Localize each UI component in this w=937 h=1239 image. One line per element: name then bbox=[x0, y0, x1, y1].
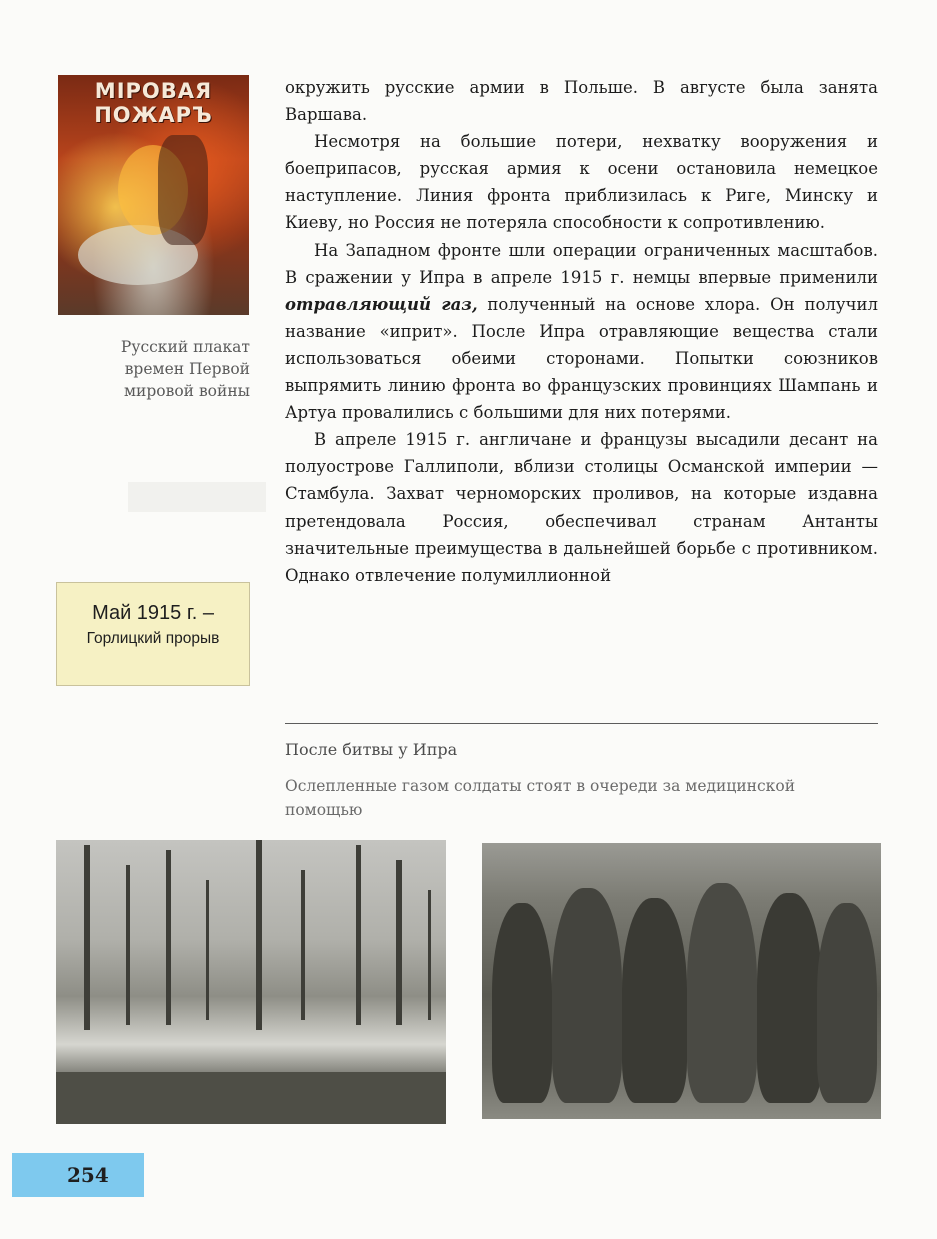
figure-description: Ослепленные газом солдаты стоят в очереди за медицинской помощью bbox=[285, 777, 796, 819]
paragraph: окружить русские армии в Польше. В августе была занята Варшава. bbox=[285, 78, 878, 125]
soldier-figure bbox=[622, 898, 687, 1103]
tree-trunk bbox=[206, 880, 209, 1020]
poster-caption-line: мировой войны bbox=[123, 382, 250, 400]
tree-trunk bbox=[428, 890, 431, 1020]
tree-trunk bbox=[256, 840, 262, 1030]
date-box-event: Горлицкий прорыв bbox=[86, 630, 220, 647]
soldier-figure bbox=[492, 903, 552, 1103]
text-run: На Западном фронте шли операции ограниченных масштабов. В сражении у Ипра в апреле 1915 г. немцы впервые применили bbox=[285, 240, 878, 287]
main-text bbox=[285, 74, 878, 589]
divider bbox=[285, 723, 878, 724]
soldier-figure bbox=[552, 888, 622, 1103]
soldiers-photo bbox=[482, 843, 881, 1119]
tree-trunk bbox=[396, 860, 402, 1025]
key-term: отравляющий газ, bbox=[285, 294, 478, 314]
tree-trunk bbox=[301, 870, 305, 1020]
soldier-figure bbox=[817, 903, 877, 1103]
paragraph: В апреле 1915 г. англичане и французы высадили десант на полуострове Галлиполи, вблизи столицы Османской империи — Стамбула. Захват черноморских проливов, на которые издавна претендовала Россия, обеспечивал странам Антанты значительные преимущества в дальнейшей борьбе с противником. Однако отвлечение полумиллионной bbox=[285, 430, 878, 585]
soldier-figure bbox=[687, 883, 757, 1103]
tree-trunk bbox=[356, 845, 361, 1025]
paragraph: Несмотря на большие потери, нехватку вооружения и боеприпасов, русская армия к осени остановила немецкое наступление. Линия фронта приблизилась к Риге, Минску и Киеву, но Россия не потеряла способности к сопротивлению. bbox=[285, 132, 878, 233]
poster-image bbox=[58, 75, 249, 315]
figure-title: После битвы у Ипра bbox=[285, 740, 458, 759]
battlefield-photo bbox=[56, 840, 446, 1124]
date-box bbox=[56, 582, 250, 686]
tree-trunk bbox=[166, 850, 171, 1025]
poster-caption bbox=[70, 336, 250, 402]
text-run: полученный на основе хлора. Он получил название «иприт». После Ипра отравляющие вещества стали использоваться обеими сторонами. Попытки союзников выпрямить линию фронта во французских провинциях Шампань и Артуа провалились с большими для них потерями. bbox=[285, 294, 879, 423]
page-number: 254 bbox=[12, 1153, 144, 1197]
tree-trunk bbox=[84, 845, 90, 1030]
date-box-date: Май 1915 г. – bbox=[92, 602, 214, 624]
faint-band bbox=[128, 482, 266, 512]
mud-bank bbox=[56, 1072, 446, 1124]
poster-title: МІРОВАЯ ПОЖАРЪ bbox=[94, 79, 213, 127]
tree-trunk bbox=[126, 865, 130, 1025]
paragraph bbox=[285, 237, 878, 427]
soldier-figure bbox=[757, 893, 822, 1103]
poster-figure bbox=[158, 135, 208, 245]
poster-caption-line: Русский плакат bbox=[120, 338, 250, 356]
poster-caption-line: времен Первой bbox=[124, 360, 250, 378]
